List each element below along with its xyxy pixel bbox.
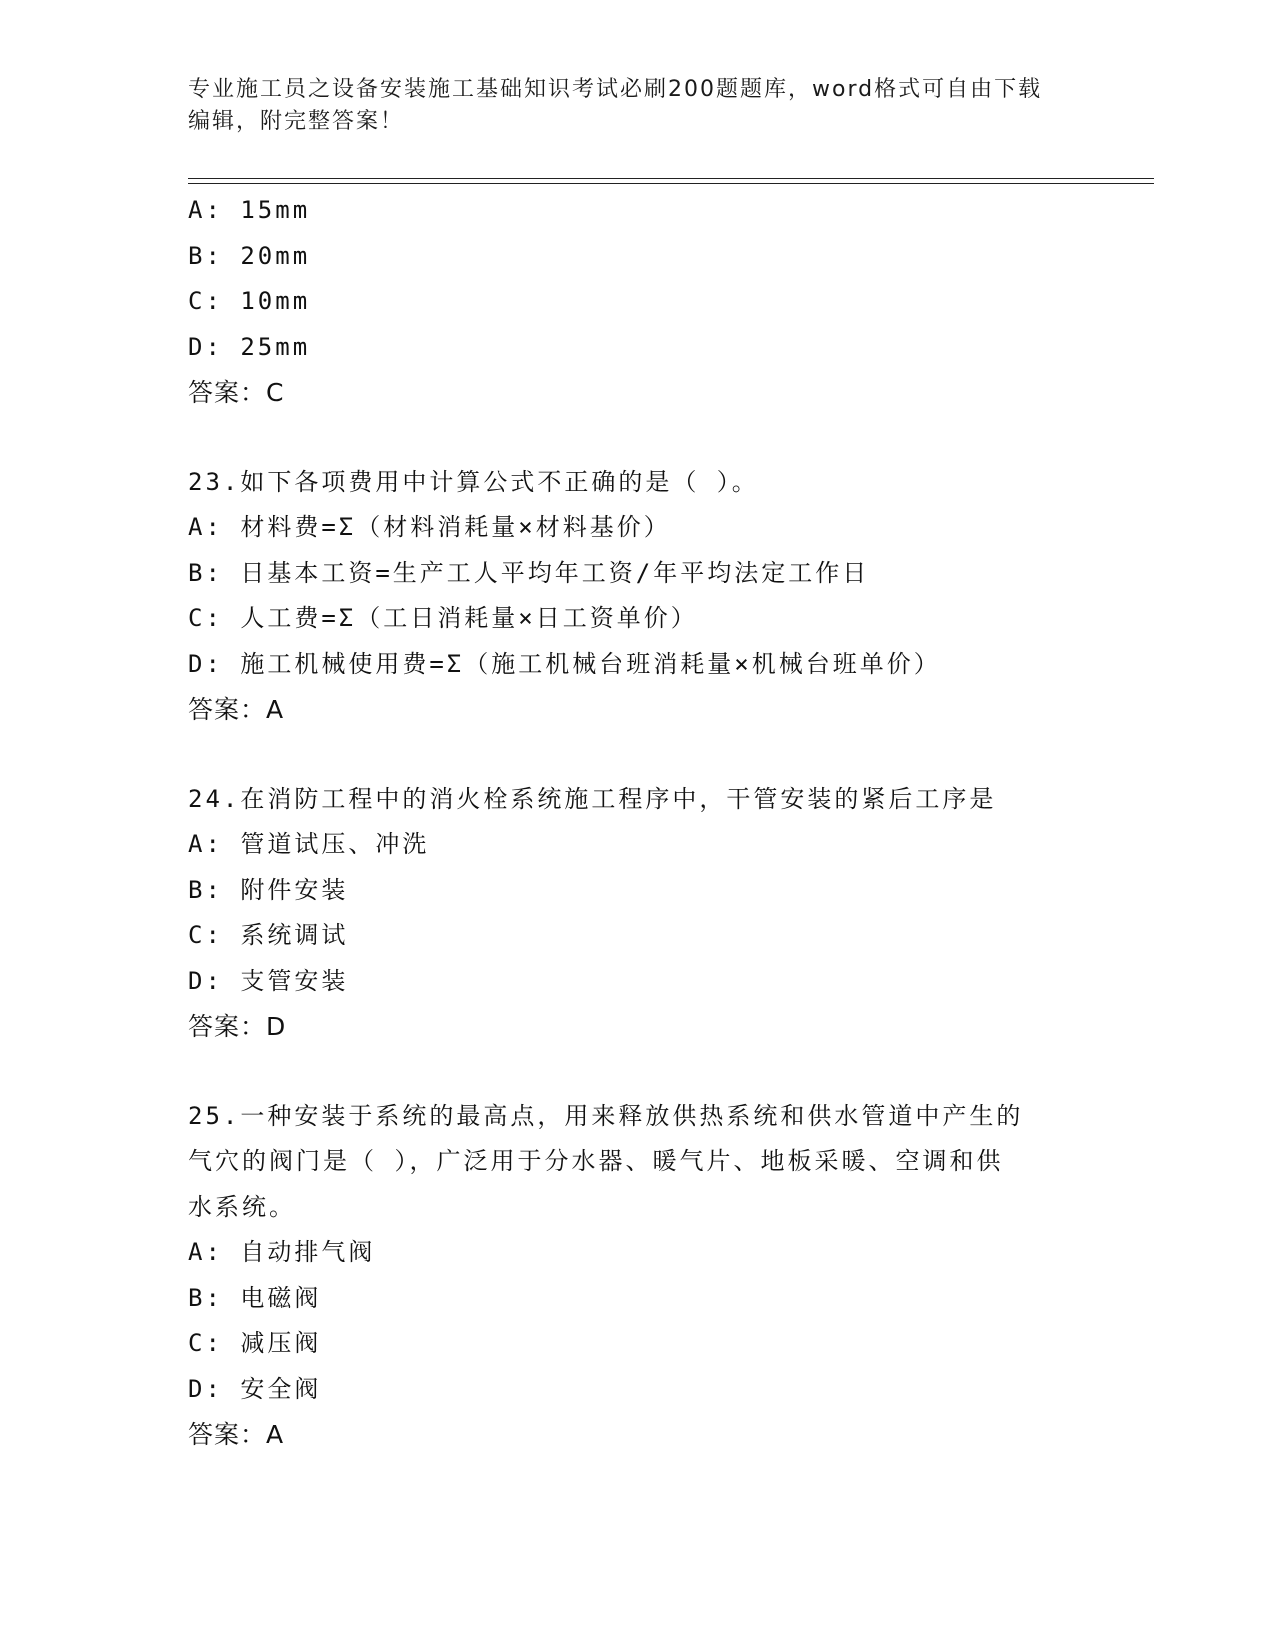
answer: 答案：A [188, 1420, 285, 1449]
question-22 [188, 188, 1088, 416]
question-stem-line-1: 25.一种安装于系统的最高点，用来释放供热系统和供水管道中产生的 [188, 1101, 1024, 1130]
question-stem-line-3: 水系统。 [188, 1192, 296, 1221]
option-c: C: 人工费=Σ（工日消耗量×日工资单价） [188, 604, 698, 632]
option-c: C: 减压阀 [188, 1329, 322, 1357]
option-d: D: 25mm [188, 332, 311, 361]
header-title-line-1: 专业施工员之设备安装施工基础知识考试必刷200题题库，word格式可自由下载 [188, 77, 1043, 102]
option-a: A: 15mm [188, 196, 311, 224]
option-b: B: 电磁阀 [188, 1283, 322, 1312]
option-d: D: 安全阀 [188, 1374, 322, 1403]
spacer [188, 416, 1088, 460]
question-list [188, 188, 1088, 1458]
option-b: B: 日基本工资=生产工人平均年工资/年平均法定工作日 [188, 558, 870, 587]
option-b: B: 附件安装 [188, 875, 349, 904]
option-d: D: 支管安装 [188, 966, 349, 995]
spacer [188, 733, 1088, 777]
answer: 答案：D [188, 1012, 287, 1041]
answer: 答案：A [188, 695, 285, 724]
option-c: C: 系统调试 [188, 921, 349, 949]
document-header [188, 74, 1088, 138]
option-c: C: 10mm [188, 287, 311, 315]
header-divider-top [188, 178, 1154, 179]
question-stem: 23.如下各项费用中计算公式不正确的是（ ）。 [188, 467, 759, 496]
question-25 [188, 1094, 1088, 1458]
option-a: A: 管道试压、冲洗 [188, 830, 430, 858]
question-stem-line-2: 气穴的阀门是（ ），广泛用于分水器、暖气片、地板采暖、空调和供 [188, 1147, 1004, 1175]
question-stem: 24.在消防工程中的消火栓系统施工程序中，干管安装的紧后工序是 [188, 784, 997, 813]
header-title-line-2: 编辑，附完整答案！ [188, 109, 405, 134]
option-b: B: 20mm [188, 241, 311, 270]
option-a: A: 材料费=Σ（材料消耗量×材料基价） [188, 513, 671, 541]
spacer [188, 1050, 1088, 1094]
answer: 答案：C [188, 378, 285, 407]
option-a: A: 自动排气阀 [188, 1238, 376, 1266]
question-23 [188, 460, 1088, 733]
question-24 [188, 777, 1088, 1050]
option-d: D: 施工机械使用费=Σ（施工机械台班消耗量×机械台班单价） [188, 649, 941, 678]
header-divider-bottom [188, 183, 1154, 184]
